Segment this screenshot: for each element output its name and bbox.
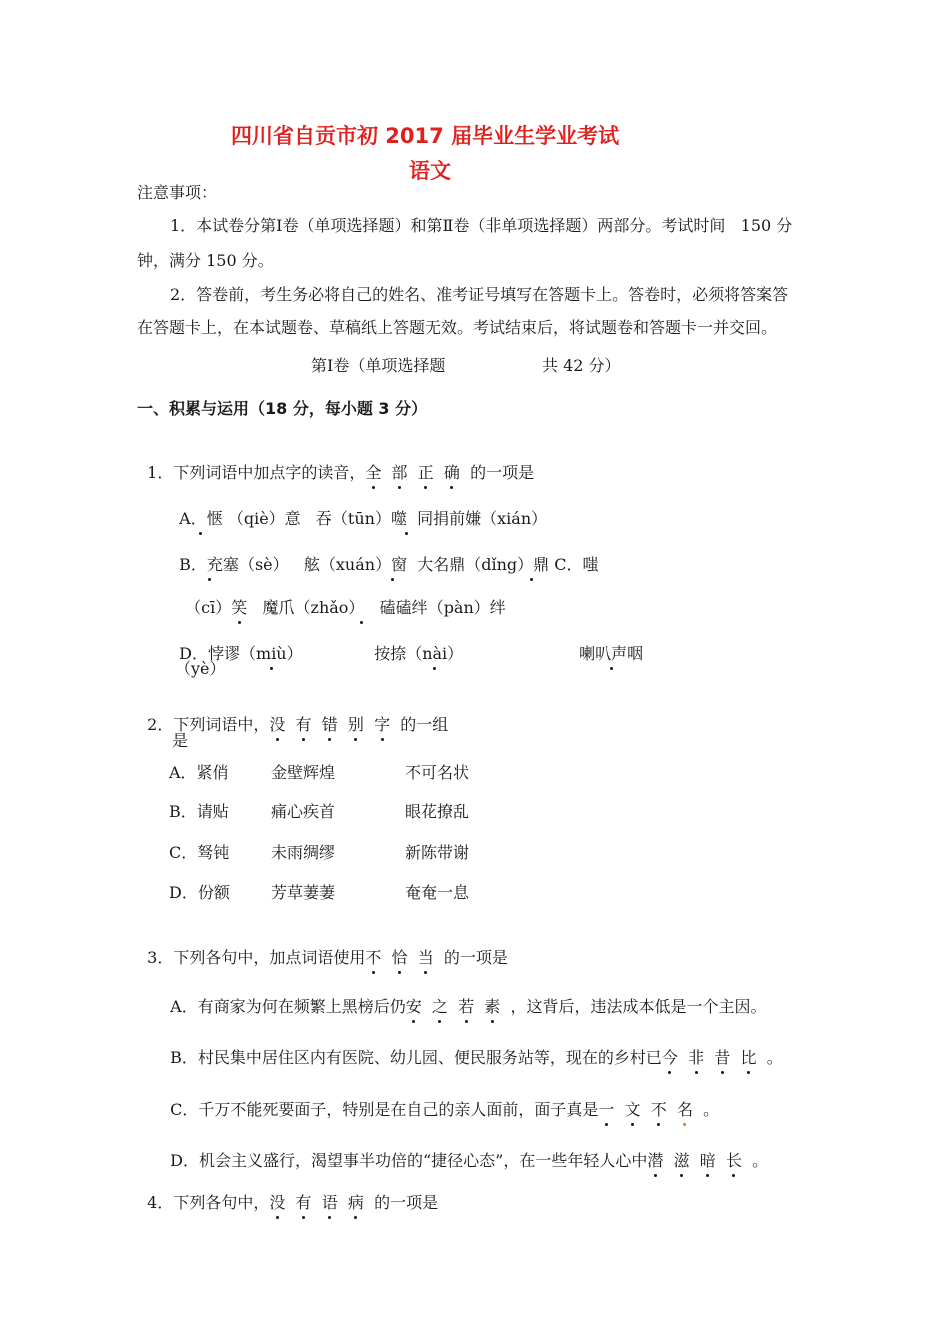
option-text: （pàn）绊	[427, 598, 506, 617]
dotted-char: 若	[458, 997, 475, 1016]
dotted-char: 不	[365, 948, 382, 967]
option-text: （miù）	[240, 644, 303, 663]
q1-option-b	[169, 532, 599, 576]
q2-option-d-word3: 奄奄一息	[405, 883, 470, 902]
option-text: （xuán）窗 大名鼎	[319, 555, 466, 574]
option-text: 。	[766, 1048, 783, 1067]
q2-stem-cont: 是	[172, 731, 189, 750]
q3-option-b	[160, 1025, 783, 1069]
option-text: （zhǎo） 磕磕绊	[294, 598, 428, 617]
option-text: （cī）笑 魔爪	[185, 598, 295, 617]
dotted-char: 字	[374, 715, 391, 734]
dotted-char: 当	[417, 948, 434, 967]
option-text: 。	[703, 1100, 720, 1119]
q1-option-a	[169, 486, 547, 530]
dotted-char: 滋	[673, 1151, 690, 1170]
dotted-char: 语	[321, 1193, 338, 1212]
exam-title: 四川省自贡市初 2017 届毕业生学业考试	[231, 124, 620, 148]
option-text: 按捺	[374, 644, 407, 663]
option-text: A．惬	[179, 509, 223, 528]
option-text: （dǐng）鼎 C．嗤	[465, 555, 599, 574]
part-1-title-left: 第Ⅰ卷（单项选择题	[311, 356, 446, 375]
dotted-char: 全	[365, 463, 382, 482]
option-text: （qiè）意 吞	[227, 509, 332, 528]
dotted-char: 正	[417, 463, 434, 482]
q2-option-b-word2: 痛心疾首	[271, 802, 336, 821]
dotted-char: 非	[688, 1048, 705, 1067]
dotted-char: 比	[740, 1048, 757, 1067]
notice-heading: 注意事项：	[137, 183, 218, 202]
notice-item-2-line-1: 2．答卷前，考生务必将自己的姓名、准考证号填写在答题卡上。答卷时，必须将答案答	[170, 285, 789, 304]
dotted-char: 昔	[714, 1048, 731, 1067]
q1-stem-text: 1．下列词语中加点字的读音，	[147, 463, 366, 482]
subject-title: 语文	[409, 159, 451, 183]
dotted-char: 一	[598, 1100, 615, 1119]
part-1-title-right: 共 42 分）	[542, 356, 621, 375]
option-text: 喇叭声咽	[579, 644, 644, 663]
dotted-char: 不	[650, 1100, 667, 1119]
q1-option-d-4: （yè）	[175, 659, 226, 678]
q1-option-d-3	[569, 621, 643, 665]
q4-stem	[137, 1170, 438, 1214]
dotted-char: 没	[269, 1193, 286, 1212]
notice-item-1-line-1: 1．本试卷分第Ⅰ卷（单项选择题）和第Ⅱ卷（非单项选择题）两部分。考试时间 150 分	[170, 216, 793, 235]
dotted-char: 病	[347, 1193, 364, 1212]
q2-option-c-word3: 新陈带谢	[405, 843, 470, 862]
dotted-char: 别	[347, 715, 364, 734]
dotted-char: 有	[295, 1193, 312, 1212]
option-text: B．村民集中居住区内有医院、幼儿园、便民服务站等，现在的乡村已	[170, 1048, 662, 1067]
dotted-char: 文	[624, 1100, 641, 1119]
q2-stem-text-end: 的一组	[400, 715, 449, 734]
dotted-char: 没	[269, 715, 286, 734]
dotted-char: 暗	[699, 1151, 716, 1170]
q4-stem-text-end: 的一项是	[374, 1193, 439, 1212]
q3-stem-text-end: 的一项是	[443, 948, 508, 967]
option-text: ，这背后，违法成本低是一个主因。	[510, 997, 767, 1016]
q2-option-d-label: D．份额	[169, 883, 230, 902]
dotted-char: 潜	[647, 1151, 664, 1170]
option-text: D．悖谬	[179, 644, 241, 663]
q3-stem-text: 3．下列各句中，加点词语使用	[147, 948, 366, 967]
option-text: C．千万不能死要面子，特别是在自己的亲人面前，面子真是	[170, 1100, 599, 1119]
notice-item-2-line-2: 在答题卡上，在本试题卷、草稿纸上答题无效。考试结束后，将试题卷和答题卡一并交回。	[137, 318, 778, 337]
dotted-char: 恰	[391, 948, 408, 967]
dotted-char: 有	[295, 715, 312, 734]
q2-option-a-word2: 金壁辉煌	[271, 763, 336, 782]
dotted-char: 安	[405, 997, 422, 1016]
q3-stem	[137, 925, 508, 969]
q2-option-b-word3: 眼花撩乱	[405, 802, 470, 821]
dotted-char: 之	[431, 997, 448, 1016]
q3-option-a	[160, 974, 767, 1018]
q2-stem-text: 2．下列词语中，	[147, 715, 270, 734]
notice-item-1-line-2: 钟，满分 150 分。	[137, 251, 274, 270]
q2-option-d-word2: 芳草萋萋	[271, 883, 336, 902]
option-text: （tūn）噬 同捐前嫌	[331, 509, 482, 528]
option-text: （sè） 舷	[238, 555, 320, 574]
option-text: （nài）	[406, 644, 464, 663]
dotted-char: 部	[391, 463, 408, 482]
option-text: A．有商家为何在频繁上黑榜后仍	[170, 997, 406, 1016]
q1-stem-text-end: 的一项是	[470, 463, 535, 482]
dotted-char: 今	[661, 1048, 678, 1067]
q2-option-b-label: B．请贴	[169, 802, 229, 821]
q2-option-c-label: C．驽钝	[169, 843, 230, 862]
q4-stem-text: 4．下列各句中，	[147, 1193, 270, 1212]
dotted-char: 确	[443, 463, 460, 482]
q2-option-a-label: A．紧俏	[169, 763, 229, 782]
option-text: （xián）	[481, 509, 548, 528]
dotted-char: 素	[484, 997, 501, 1016]
option-text: D．机会主义盛行，渴望事半功倍的“捷径心态”，在一些年轻人心中	[170, 1151, 648, 1170]
option-text: 。	[752, 1151, 769, 1170]
q1-stem	[137, 440, 534, 484]
q2-option-a-word3: 不可名状	[405, 763, 470, 782]
q3-option-c	[160, 1077, 719, 1121]
q1-option-d-2	[364, 621, 463, 665]
q3-option-d	[160, 1128, 768, 1172]
q1-option-c	[175, 575, 506, 619]
section-heading: 一、积累与运用（18 分，每小题 3 分）	[137, 399, 428, 418]
option-text: B．充塞	[179, 555, 239, 574]
dotted-char: 长	[725, 1151, 742, 1170]
dotted-char: 名	[676, 1100, 693, 1119]
dotted-char: 错	[321, 715, 338, 734]
q2-option-c-word2: 未雨绸缪	[271, 843, 336, 862]
